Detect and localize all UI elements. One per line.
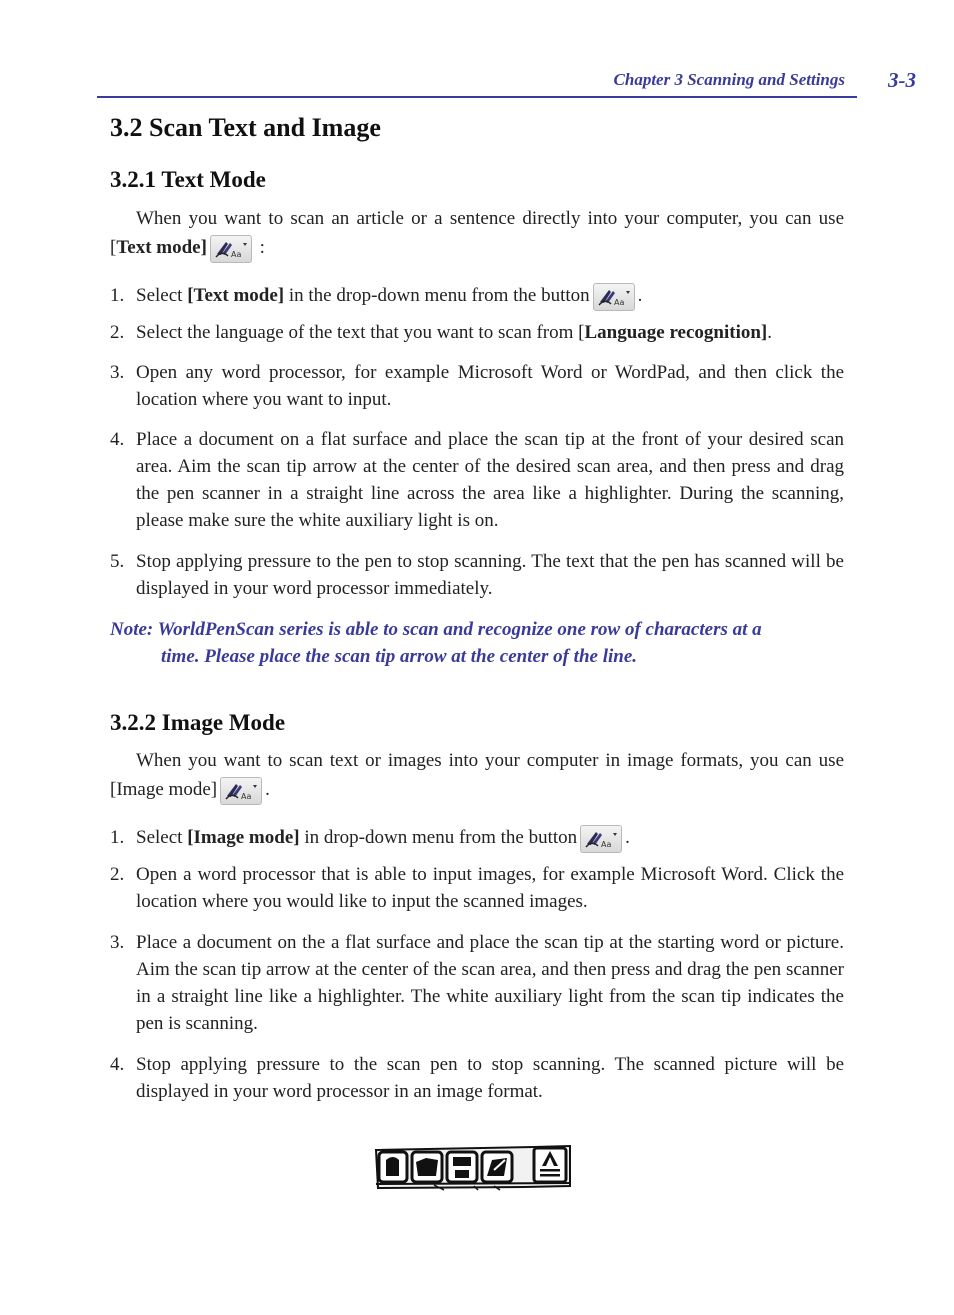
text-mode-step-4: 4. Place a document on a flat surface and place the scan tip at the front of your desired scan area. Aim the scan tip arrow at the center of the desired scan area, and then press and drag the pen scanner in a straight line across the area like a highlighter. During the scanning, please make sure the white auxiliary light is on. (110, 429, 844, 531)
text-mode-step-1: 1. Select [Text mode] in the drop-down menu from the button . (110, 282, 844, 311)
save-icon (447, 1152, 477, 1182)
image-mode-step-3: 3. Place a document on the a flat surface and place the scan tip at the starting word or picture. Aim the scan tip arrow at the center of the scan area, and then press and drag the pen scanner in a straight line like a highlighter. The white auxiliary light from the scan tip indicates the pen is scanning. (110, 932, 844, 1034)
text-mode-heading: 3.2.1 Text Mode (110, 167, 266, 192)
page-number: 3-3 (888, 68, 916, 92)
scan-mode-button-icon (210, 235, 252, 263)
section-title: 3.2 Scan Text and Image (110, 113, 381, 142)
header-divider (97, 96, 857, 98)
image-edit-icon (482, 1152, 512, 1182)
text-mode-icon (534, 1148, 566, 1182)
scan-mode-button-icon (580, 825, 622, 853)
running-header-chapter: Chapter 3 Scanning and Settings (613, 70, 845, 89)
scan-icon (379, 1152, 407, 1182)
image-mode-heading: 3.2.2 Image Mode (110, 710, 286, 735)
open-folder-icon (412, 1152, 442, 1182)
text-mode-note: Note: WorldPenScan series is able to scan and recognize one row of characters at a time. Please place the scan tip arrow at the center of the line. (110, 619, 762, 667)
scanner-toolbar-image (374, 1140, 572, 1192)
text-mode-step-2: 2. Select the language of the text that you want to scan from [Language recognition]. (110, 322, 773, 343)
text-mode-step-5: 5. Stop applying pressure to the pen to stop scanning. The text that the pen has scanned will be displayed in your word processor immediately. (110, 551, 844, 599)
text-mode-step-3: 3. Open any word processor, for example Microsoft Word or WordPad, and then click the location where you want to input. (110, 362, 844, 410)
image-mode-step-4: 4. Stop applying pressure to the scan pen to stop scanning. The scanned picture will be displayed in your word processor in an image format. (110, 1054, 844, 1102)
scan-mode-button-icon (220, 777, 262, 805)
text-mode-intro: When you want to scan an article or a sentence directly into your computer, you can use [Text mode] : (110, 204, 844, 263)
scan-mode-button-icon (593, 283, 635, 311)
image-mode-intro: When you want to scan text or images into your computer in image formats, you can use [Image mode] . (110, 746, 844, 805)
image-mode-step-2: 2. Open a word processor that is able to input images, for example Microsoft Word. Click the location where you would like to input the scanned images. (110, 864, 844, 912)
image-mode-step-1: 1. Select [Image mode] in drop-down menu from the button . (110, 824, 844, 853)
